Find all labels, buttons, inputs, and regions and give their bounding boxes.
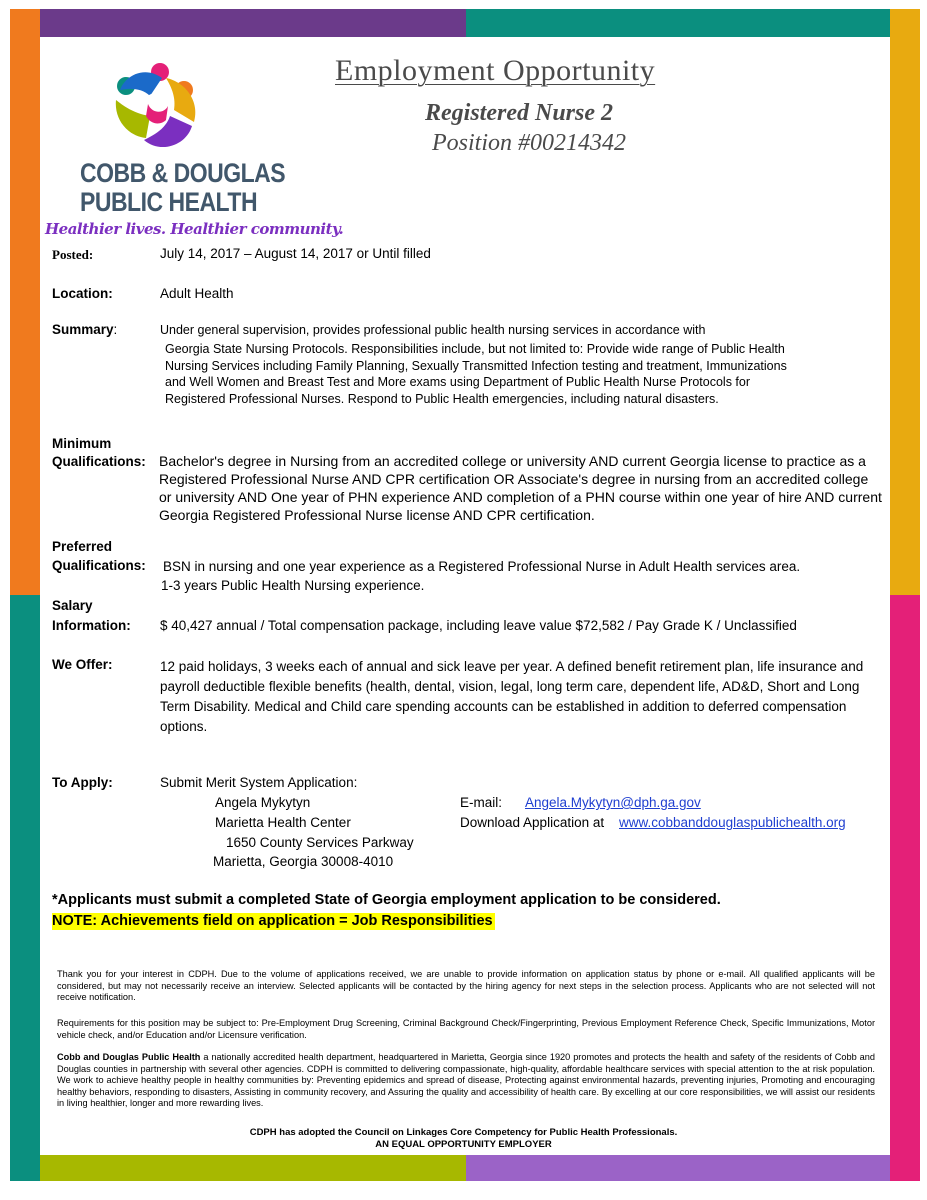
logo-name-line2: PUBLIC HEALTH [80,187,258,217]
border-right-top [890,9,920,595]
min-qual-text: Bachelor's degree in Nursing from an accredited college or university AND current Georgia license to practice as a Registered Professional Nurse AND CPR certification OR Associate's degree in nursing from an accredited college or university AND One year of PHN experience AND completion of a PHN course within one year of hire AND current Georgia Registered Professional Nurse license AND CPR certification. [159,453,882,523]
apply-label: To Apply: [52,775,113,790]
apply-intro: Submit Merit System Application: [160,775,358,790]
summary-label-colon: : [113,322,118,337]
salary-value: $ 40,427 annual / Total compensation package, including leave value $72,582 / Pay Grade K / Unclassified [160,618,797,633]
border-bottom-right [466,1155,890,1181]
achievements-note: NOTE: Achievements field on application = Job Responsibilities [52,913,493,929]
cdph-logo-mark-icon [106,56,206,156]
pref-qual-label-2: Qualifications: [52,558,146,573]
logo-name-line1: COBB & DOUGLAS [80,158,286,188]
apply-email-label: E-mail: [460,795,503,810]
apply-website-link[interactable]: www.cobbanddouglaspublichealth.org [619,815,846,830]
posted-value: July 14, 2017 – August 14, 2017 or Until filled [160,246,431,261]
application-notice: *Applicants must submit a completed State of Georgia employment application to be considered. [52,892,721,908]
pref-qual-line1: BSN in nursing and one year experience as a Registered Professional Nurse in Adult Health services area. [163,559,801,574]
fine-print-p2: Requirements for this position may be subject to: Pre-Employment Drug Screening, Criminal Background Check/Fingerprinting, Previous Employment Reference Check, Specific Immunizations, Motor vehicle check, and/or Education and/or Licensure verification. [57,1018,875,1040]
summary-label [52,322,117,337]
border-bottom-left [40,1155,466,1181]
border-right-bottom [890,595,920,1181]
offer-label: We Offer: [52,657,113,672]
border-top-left [40,9,466,37]
page-title: Employment Opportunity [335,54,656,87]
apply-street: 1650 County Services Parkway [226,835,414,850]
salary-label-1: Salary [52,598,93,613]
pref-qual-label-1: Preferred [52,539,113,554]
pref-qual-line2: 1-3 years Public Health Nursing experience. [161,578,425,593]
fine-print-footer1: CDPH has adopted the Council on Linkages Core Competency for Public Health Professionals. [249,1127,678,1138]
apply-email-link[interactable]: Angela.Mykytyn@dph.ga.gov [525,795,701,810]
summary-first-line: Under general supervision, provides professional public health nursing services in accordance with [160,323,706,337]
border-top-right [466,9,890,37]
posted-label: Posted: [52,247,94,262]
location-value: Adult Health [160,286,234,301]
fine-print-p3-text: a nationally accredited health department, headquartered in Marietta, Georgia since 1920 promotes and protects the health and safety of the residents of Cobb and Douglas counties in partnership with several other agencies. CDPH is committed to delivering compassionate, high-quality, affordable healthcare services with special attention to the at risk population. We work to achieve healthy people in healthy communities by: Preventing epidemics and spread of disease, Protecting against environmental hazards, preventing injuries, Promoting and encouraging healthy behaviors, responding to disasters, Assisting in community recovery, and Assuring the quality and accessibility of health care. By excelling at our core responsibilities, we will assist our residents in living healthier, longer and more rewarding lives. [57,1052,875,1109]
min-qual-label-2: Qualifications: [52,454,146,469]
fine-print-footer2: AN EQUAL OPPORTUNITY EMPLOYER [375,1139,552,1150]
logo-tagline: Healthier lives. Healthier community. [45,220,344,238]
apply-download-label: Download Application at [460,815,605,830]
apply-office: Marietta Health Center [215,815,351,830]
apply-contact-name: Angela Mykytyn [215,795,311,810]
location-label: Location: [52,286,113,301]
border-left-bottom [10,595,40,1181]
fine-print-p3 [57,1052,875,1110]
apply-city: Marietta, Georgia 30008-4010 [213,854,394,869]
offer-text: 12 paid holidays, 3 weeks each of annual and sick leave per year. A defined benefit retirement plan, life insurance and payroll deductible flexible benefits (health, dental, vision, legal, long term care, dependent life, AD&D, Short and Long Term Disability. Medical and Child care spending accounts can be established in addition to deferred compensation options. [160,659,864,734]
min-qual-label-1: Minimum [52,436,112,451]
salary-label-2: Information: [52,618,131,633]
border-left-top [10,9,40,595]
position-number: Position #00214342 [432,130,627,156]
summary-text: Georgia State Nursing Protocols. Responsibilities include, but not limited to: Provide wide range of Public Health Nursing Services including Family Planning, Sexually Transmitted Infection testing and treatment, Immunizations and Well Women and Breast Test and More exams using Department of Public Health Nurse Protocols for Registered Professional Nurses. Respond to Public Health emergencies, including natural disasters. [165,342,787,406]
position-title: Registered Nurse 2 [425,100,613,126]
fine-print-p3-org: Cobb and Douglas Public Health [57,1052,201,1062]
fine-print-p1: Thank you for your interest in CDPH. Due to the volume of applications received, we are unable to provide information on application status by phone or e-mail. All qualified applicants will be considered, but may not necessarily receive an interview. Selected applicants will be contacted by the hiring agency for next steps in the selection process. Applicants who are not selected will not receive notification. [57,969,875,1003]
summary-label-text: Summary [52,322,114,337]
